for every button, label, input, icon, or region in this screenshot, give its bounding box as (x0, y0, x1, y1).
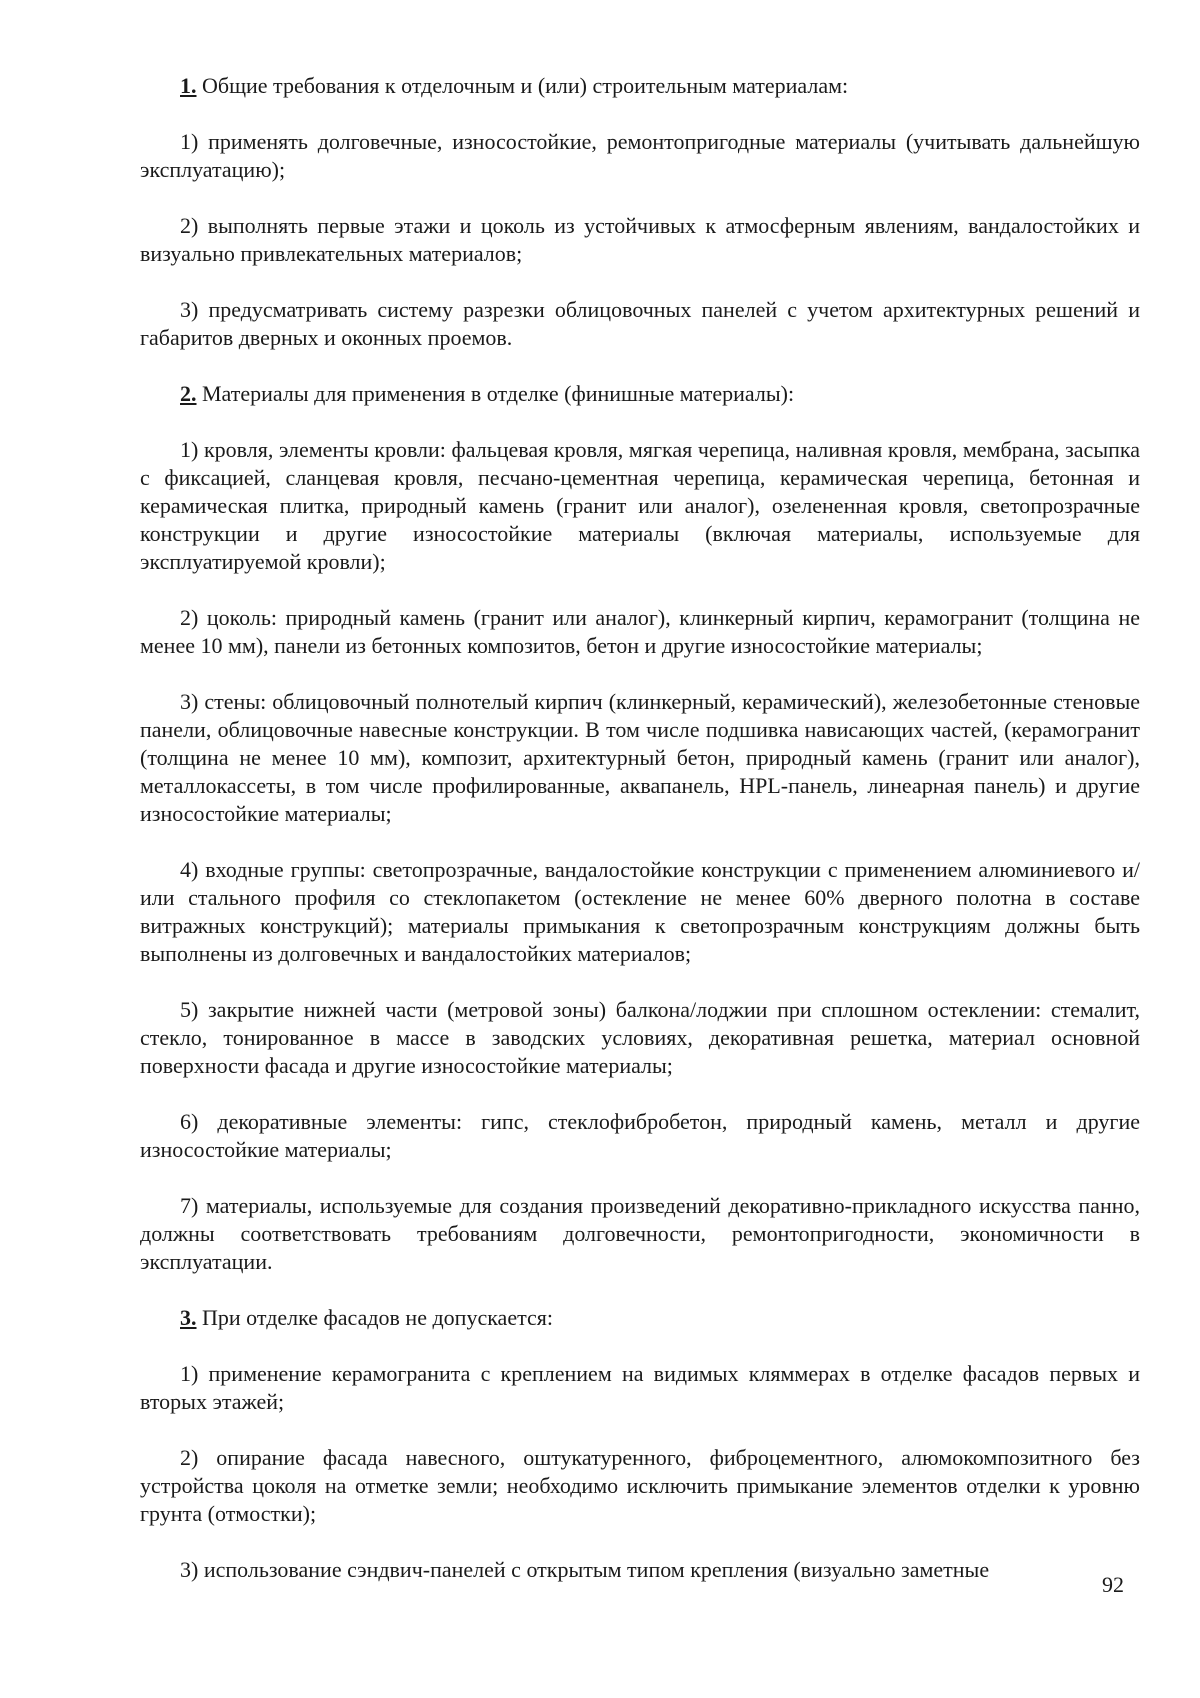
section-2-item-7: 7) материалы, используемые для создания произведений декоративно-прикладного искусства панно, должны соответствовать требованиям долговечности, ремонтопригодности, экономичности в эксплуатации. (140, 1193, 1140, 1274)
section-1-heading (140, 72, 1140, 100)
page-number: 92 (1102, 1572, 1124, 1597)
section-2-number: 2. (180, 381, 197, 406)
section-2-item-6: 6) декоративные элементы: гипс, стеклофибробетон, природный камень, металл и другие износостойкие материалы; (140, 1109, 1140, 1162)
section-1-item-1: 1) применять долговечные, износостойкие, ремонтопригодные материалы (учитывать дальнейшую эксплуатацию); (140, 129, 1140, 182)
document-body (140, 72, 1140, 1612)
section-3-title: При отделке фасадов не допускается: (202, 1305, 553, 1330)
section-3-number: 3. (180, 1305, 197, 1330)
section-2-title: Материалы для применения в отделке (финишные материалы): (202, 381, 795, 406)
section-2-item-2: 2) цоколь: природный камень (гранит или аналог), клинкерный кирпич, керамогранит (толщина не менее 10 мм), панели из бетонных композитов, бетон и другие износостойкие материалы; (140, 605, 1140, 658)
section-2-item-3: 3) стены: облицовочный полнотелый кирпич (клинкерный, керамический), железобетонные стеновые панели, облицовочные навесные конструкции. В том числе подшивка нависающих частей, (керамогранит (толщина не менее 10 мм), композит, архитектурный бетон, природный камень (гранит или аналог), металлокассеты, в том числе профилированные, аквапанель, HPL-панель, линеарная панель) и другие износостойкие материалы; (140, 689, 1140, 826)
section-3-item-3: 3) использование сэндвич-панелей с открытым типом крепления (визуально заметные (180, 1557, 990, 1582)
section-2-item-4: 4) входные группы: светопрозрачные, вандалостойкие конструкции с применением алюминиевого и/или стального профиля со стеклопакетом (остекление не менее 60% дверного полотна в составе витражных конструкций); материалы примыкания к светопрозрачным конструкциям должны быть выполнены из долговечных и вандалостойких материалов; (140, 857, 1140, 966)
section-2-item-1: 1) кровля, элементы кровли: фальцевая кровля, мягкая черепица, наливная кровля, мембрана, засыпка с фиксацией, сланцевая кровля, песчано-цементная черепица, керамическая черепица, бетонная и керамическая плитка, природный камень (гранит или аналог), озелененная кровля, светопрозрачные конструкции и другие износостойкие материалы (включая материалы, используемые для эксплуатируемой кровли); (140, 437, 1140, 574)
section-1-item-3: 3) предусматривать систему разрезки облицовочных панелей с учетом архитектурных решений и габаритов дверных и оконных проемов. (140, 297, 1140, 350)
section-3-item-1: 1) применение керамогранита с креплением на видимых кляммерах в отделке фасадов первых и вторых этажей; (140, 1361, 1140, 1414)
section-1-title: Общие требования к отделочным и (или) строительным материалам: (202, 73, 849, 98)
section-2-heading (140, 380, 1140, 408)
section-1-number: 1. (180, 73, 197, 98)
section-2-item-5: 5) закрытие нижней части (метровой зоны) балкона/лоджии при сплошном остеклении: стемалит, стекло, тонированное в массе в заводских условиях, декоративная решетка, материал основной поверхности фасада и другие износостойкие материалы; (140, 997, 1140, 1078)
section-3-item-2: 2) опирание фасада навесного, оштукатуренного, фиброцементного, алюмокомпозитного без устройства цоколя на отметке земли; необходимо исключить примыкание элементов отделки к уровню грунта (отмостки); (140, 1445, 1140, 1526)
section-3-heading (140, 1304, 1140, 1332)
section-1-item-2: 2) выполнять первые этажи и цоколь из устойчивых к атмосферным явлениям, вандалостойких и визуально привлекательных материалов; (140, 213, 1140, 266)
